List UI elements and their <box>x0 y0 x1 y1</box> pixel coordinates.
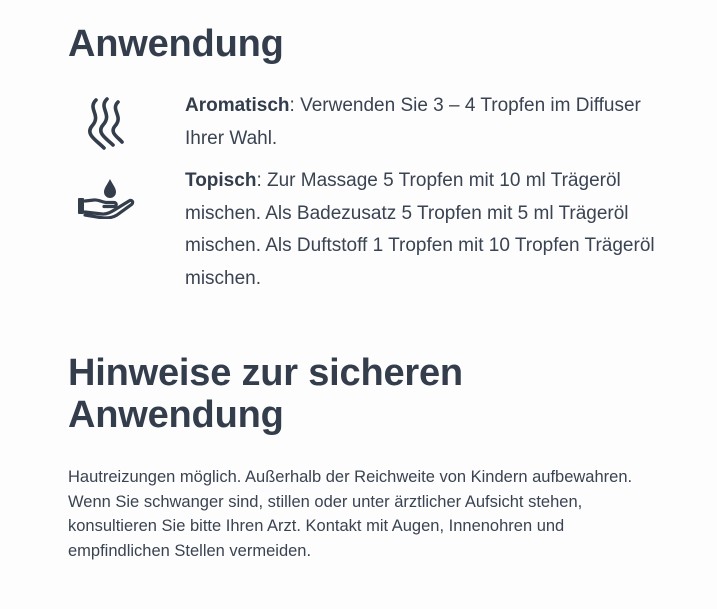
usage-desc-aromatic: : Verwenden Sie 3 – 4 Tropfen im Diffuser Ihrer Wahl. <box>185 95 641 149</box>
usage-label-topical: Topisch <box>185 170 257 191</box>
hand-drop-icon <box>76 177 136 219</box>
usage-desc-topical: : Zur Massage 5 Tropfen mit 10 ml Trägeröl mischen. Als Badezusatz 5 Tropfen mit 5 ml Trägeröl mischen. Als Duftstoff 1 Tropfen mit 10 Tropfen Trägeröl mischen. <box>185 170 655 289</box>
usage-text-aromatic <box>185 90 665 155</box>
usage-text-topical <box>185 165 665 295</box>
safety-heading: Hinweise zur sicheren Anwendung <box>68 352 463 436</box>
usage-label-aromatic: Aromatisch <box>185 95 290 116</box>
usage-heading: Anwendung <box>68 23 284 65</box>
safety-text: Hautreizungen möglich. Außerhalb der Reichweite von Kindern aufbewahren. Wenn Sie schwanger sind, stillen oder unter ärztlicher Aufsicht stehen, konsultieren Sie bitte Ihren Arzt. Kontakt mit Augen, Innenohren und empfindlichen Stellen vermeiden. <box>68 468 633 560</box>
aroma-steam-icon <box>82 96 126 152</box>
